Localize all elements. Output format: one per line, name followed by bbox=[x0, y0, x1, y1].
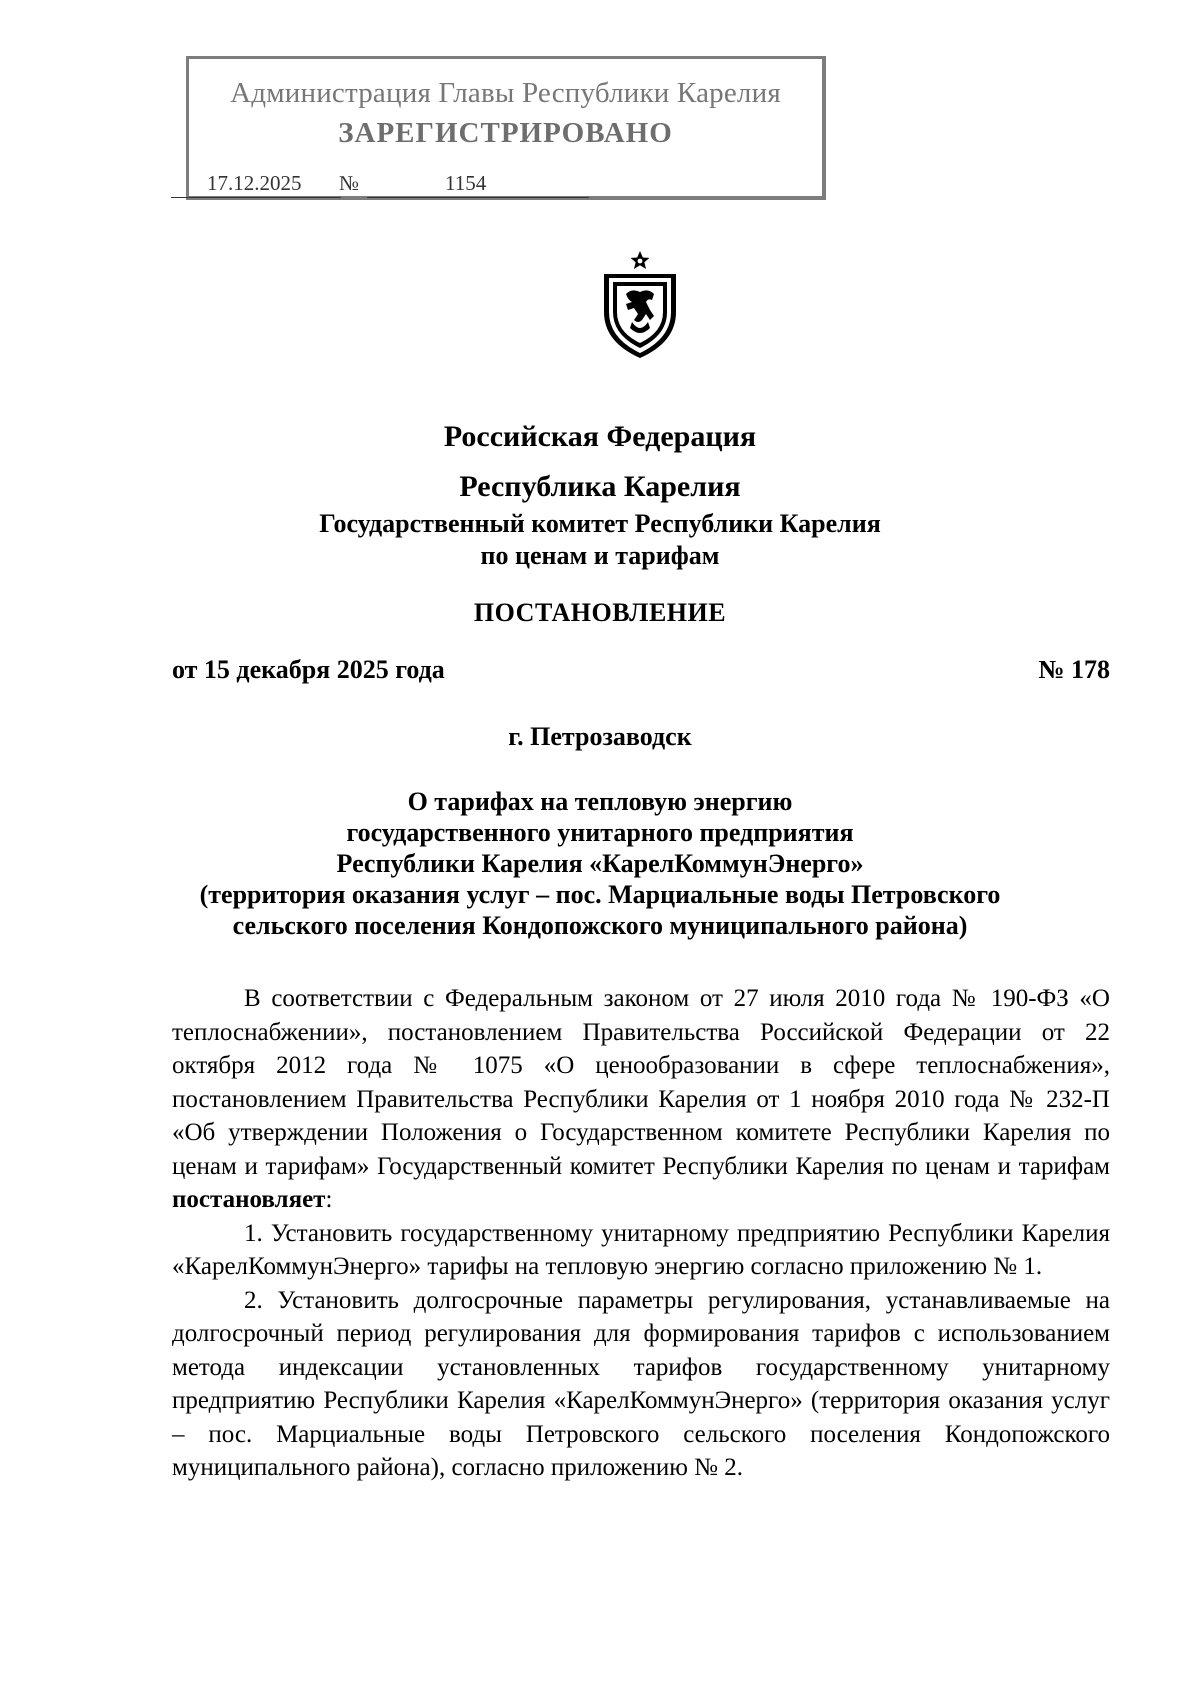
stamp-registration-line bbox=[171, 171, 801, 199]
header-committee-line1: Государственный комитет Республики Карелия bbox=[319, 509, 881, 538]
registration-stamp bbox=[186, 56, 826, 200]
document-date: от 15 декабря 2025 года bbox=[172, 655, 445, 684]
header-republic: Республика Карелия bbox=[459, 470, 741, 503]
title-line: (территория оказания услуг – пос. Марциальные воды Петровского bbox=[199, 880, 1001, 909]
title-line: Республики Карелия «КарелКоммунЭнерго» bbox=[336, 849, 864, 878]
header-federation: Российская Федерация bbox=[443, 420, 757, 453]
stamp-registered: ЗАРЕГИСТРИРОВАНО bbox=[338, 117, 673, 149]
document-title bbox=[0, 786, 1200, 941]
header-committee-line2: по ценам и тарифам bbox=[480, 541, 720, 570]
preamble-paragraph bbox=[172, 982, 1110, 1217]
title-line: государственного унитарного предприятия bbox=[346, 818, 854, 847]
stamp-number-sign: № bbox=[339, 171, 360, 195]
document-type: ПОСТАНОВЛЕНИЕ bbox=[473, 598, 727, 627]
stamp-date-underline bbox=[171, 197, 341, 198]
stamp-authority: Администрация Главы Республики Карелия bbox=[230, 77, 781, 109]
preamble-colon: : bbox=[325, 1186, 333, 1213]
item-2-paragraph: 2. Установить долгосрочные параметры регулирования, устанавливаемые на долгосрочный период регулирования для формирования тарифов с использованием метода индексации установленных тарифов государственному унитарному предприятию Республики Карелия «КарелКоммунЭнерго» (территория оказания услуг – пос. Марциальные воды Петровского сельского поселения Кондопожского муниципального района), согласно приложению № 2. bbox=[172, 1286, 1110, 1481]
karelia-coat-of-arms-icon bbox=[598, 250, 682, 362]
title-line: О тарифах на тепловую энергию bbox=[407, 787, 793, 816]
stamp-number: 1154 bbox=[445, 171, 487, 195]
item-1-paragraph: 1. Установить государственному унитарному предприятию Республики Карелия «КарелКоммунЭнерго» тарифы на тепловую энергию согласно приложению № 1. bbox=[172, 1219, 1110, 1280]
document-city: г. Петрозаводск bbox=[508, 722, 692, 751]
header-committee bbox=[0, 508, 1200, 572]
preamble-decision-word: постановляет bbox=[172, 1186, 326, 1213]
document-number: № 178 bbox=[1038, 655, 1110, 684]
preamble-text: В соответствии с Федеральным законом от 27 июля 2010 года № 190-ФЗ «О теплоснабжении», постановлением Правительства Российской Федерации от 22 октября 2012 года № 1075 «О ценообразовании в сфере теплоснабжения», постановлением Правительства Республики Карелия от 1 ноября 2010 года № 232-П «Об утверждении Положения о Государственном комитете Республики Карелия по ценам и тарифам» Государственный комитет Республики Карелия по ценам и тарифам bbox=[172, 985, 1110, 1180]
title-line: сельского поселения Кондопожского муниципального района) bbox=[232, 911, 968, 940]
stamp-date: 17.12.2025 bbox=[207, 171, 302, 195]
document-body bbox=[172, 982, 1110, 1485]
stamp-number-underline bbox=[367, 197, 589, 198]
